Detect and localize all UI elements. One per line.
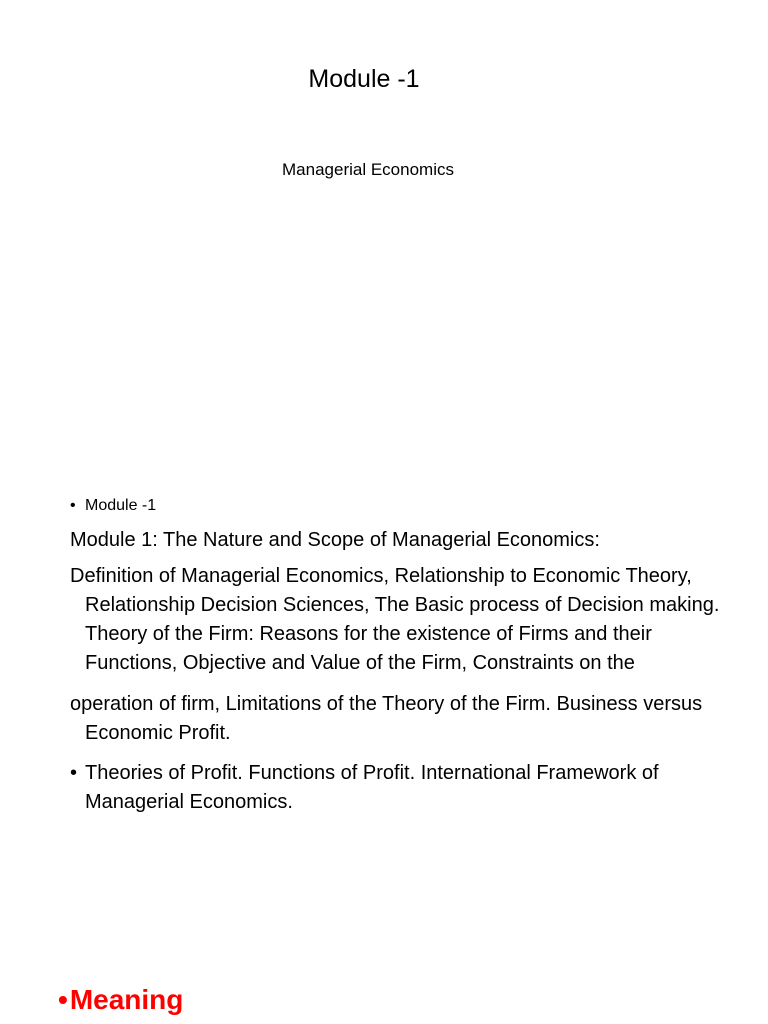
slide-title: Module -1 <box>308 65 420 93</box>
meaning-label: Meaning <box>69 984 184 1015</box>
body-paragraph-1: Definition of Managerial Economics, Relationship to Economic Theory, Relationship Decision Sciences, The Basic process of Decision making. Theory of the Firm: Reasons for the existence of Firms and their Functions, Objective and Value of the Firm, Constraints on the <box>70 565 720 674</box>
section-heading: Module 1: The Nature and Scope of Managerial Economics: <box>70 529 600 551</box>
bullet-paragraph-text: Theories of Profit. Functions of Profit. International Framework of Managerial Economics. <box>85 762 659 813</box>
bullet-paragraph <box>70 759 730 817</box>
bullet-item-module <box>70 493 730 519</box>
body-paragraph-2: operation of firm, Limitations of the Theory of the Firm. Business versus Economic Profit. <box>70 693 703 744</box>
content-slide <box>70 493 730 817</box>
bullet-item-label: Module -1 <box>85 497 157 514</box>
meaning-heading <box>58 982 183 1018</box>
slide-subtitle: Managerial Economics <box>282 160 454 179</box>
bullet-icon: • <box>70 762 78 784</box>
bullet-icon: • <box>70 497 76 514</box>
bullet-icon: • <box>58 984 68 1015</box>
